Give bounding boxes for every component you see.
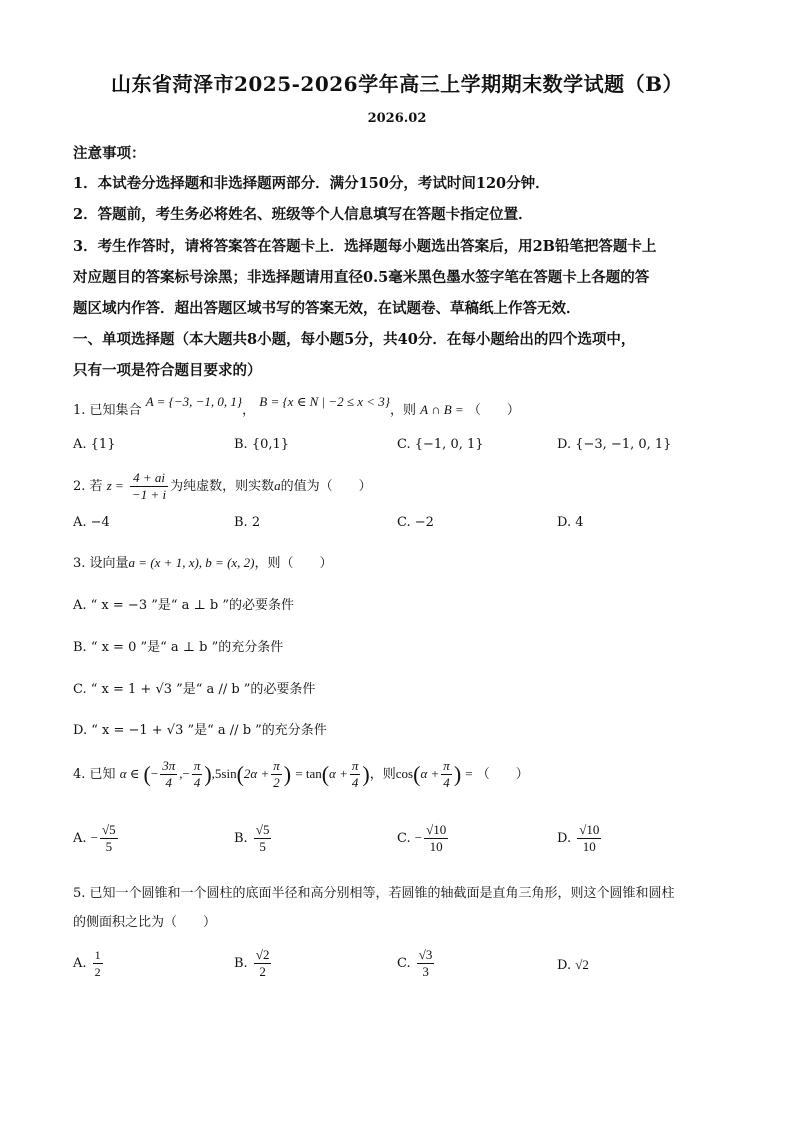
q3-option-c: C. “ x = 1 + √3 ”是“ a // b ”的必要条件 (73, 682, 316, 697)
section-heading-line-1: 一、单项选择题（本大题共8小题，每小题5分，共40分．在每小题给出的四个选项中， (73, 331, 636, 348)
question-5-line-1: 5. 已知一个圆锥和一个圆柱的底面半径和高分别相等，若圆锥的轴截面是直角三角形，则这个圆锥和圆柱 (73, 886, 675, 901)
q5-option-b: B. $\frac{√2}{2}$ (234, 947, 270, 979)
q5-option-d: D. √2 (557, 957, 589, 973)
q1-option-d: D. {−3, −1, 0, 1} (557, 437, 672, 452)
intersection-expr: A ∩ B = (420, 402, 464, 417)
q4-option-a: A. − $\frac{√5}{5}$ (73, 822, 116, 854)
q1-option-a: A. {1} (73, 437, 116, 452)
notice-item-2: 2．答题前，考生务必将姓名、班级等个人信息填写在答题卡指定位置． (73, 206, 533, 223)
notice-item-1: 1．本试卷分选择题和非选择题两部分．满分150分，考试时间120分钟． (73, 175, 550, 192)
q3-option-d: D. “ x = −1 + √3 ”是“ a // b ”的充分条件 (73, 723, 327, 738)
set-b: B = {x ∈ N | −2 ≤ x < 3} (259, 394, 390, 409)
q4-option-b: B. $\frac{√5}{5}$ (234, 822, 270, 854)
question-3-stem: 3. 设向量a = (x + 1, x), b = (x, 2)，则（ ） (73, 555, 333, 571)
q2-option-a: A. −4 (73, 515, 110, 530)
q4-option-c: C. − $\frac{√10}{10}$ (397, 822, 447, 854)
question-4-stem: 4. 已知 α ∈ (− $\frac{3\pi}{4}$ ,− $\frac{\pi}{4}$ ),5sin(2α + $\frac{\pi}{2}$ ) = tan(α + $\frac{\pi}{4}$ )，则cos(α + $\frac{\pi}{4}$ ) = （ ） (73, 758, 529, 790)
notice-item-3-line-1: 3．考生作答时，请将答案答在答题卡上．选择题每小题选出答案后，用2B铅笔把答题卡上 (73, 238, 657, 255)
question-1-stem: 1. 已知集合 A = {−3, −1, 0, 1}， B = {x ∈ N | −2 ≤ x < 3}，则 A ∩ B = （ ） (73, 394, 520, 418)
q5-option-a: A. $\frac{1}{2}$ (73, 948, 101, 979)
notice-heading: 注意事项： (73, 145, 146, 162)
q2-option-d: D. 4 (557, 515, 584, 530)
fraction-z: $\frac{4 + ai}{-1 + i}$ (131, 470, 167, 502)
page-title: 山东省菏泽市2025-2026学年高三上学期期末数学试题（B） (110, 72, 684, 96)
q2-option-b: B. 2 (234, 515, 261, 530)
notice-item-3-line-2: 对应题目的答案标号涂黑；非选择题请用直径0.5毫米黑色墨水签字笔在答题卡上各题的答 (73, 269, 650, 286)
q1-option-c: C. {−1, 0, 1} (397, 437, 484, 452)
question-5-line-2: 的侧面积之比为（ ） (73, 915, 217, 930)
set-a: A = {−3, −1, 0, 1} (145, 394, 243, 409)
notice-item-3-line-3: 题区域内作答．超出答题区域书写的答案无效，在试题卷、草稿纸上作答无效． (73, 300, 581, 317)
exam-date: 2026.02 (367, 111, 427, 126)
section-heading-line-2: 只有一项是符合题目要求的） (73, 362, 262, 379)
q5-option-c: C. $\frac{√3}{3}$ (397, 947, 433, 979)
vector-definitions: a = (x + 1, x), b = (x, 2) (128, 555, 255, 570)
q2-option-c: C. −2 (397, 515, 434, 530)
q3-option-b: B. “ x = 0 ”是“ a ⊥ b ”的充分条件 (73, 640, 284, 655)
q3-option-a: A. “ x = −3 ”是“ a ⊥ b ”的必要条件 (73, 598, 294, 613)
q4-option-d: D. $\frac{√10}{10}$ (557, 822, 600, 854)
question-2-stem: 2. 若 z = $\frac{4 + ai}{-1 + i}$ 为纯虚数，则实数a的值为（ ） (73, 470, 372, 502)
q1-option-b: B. {0,1} (234, 437, 290, 452)
